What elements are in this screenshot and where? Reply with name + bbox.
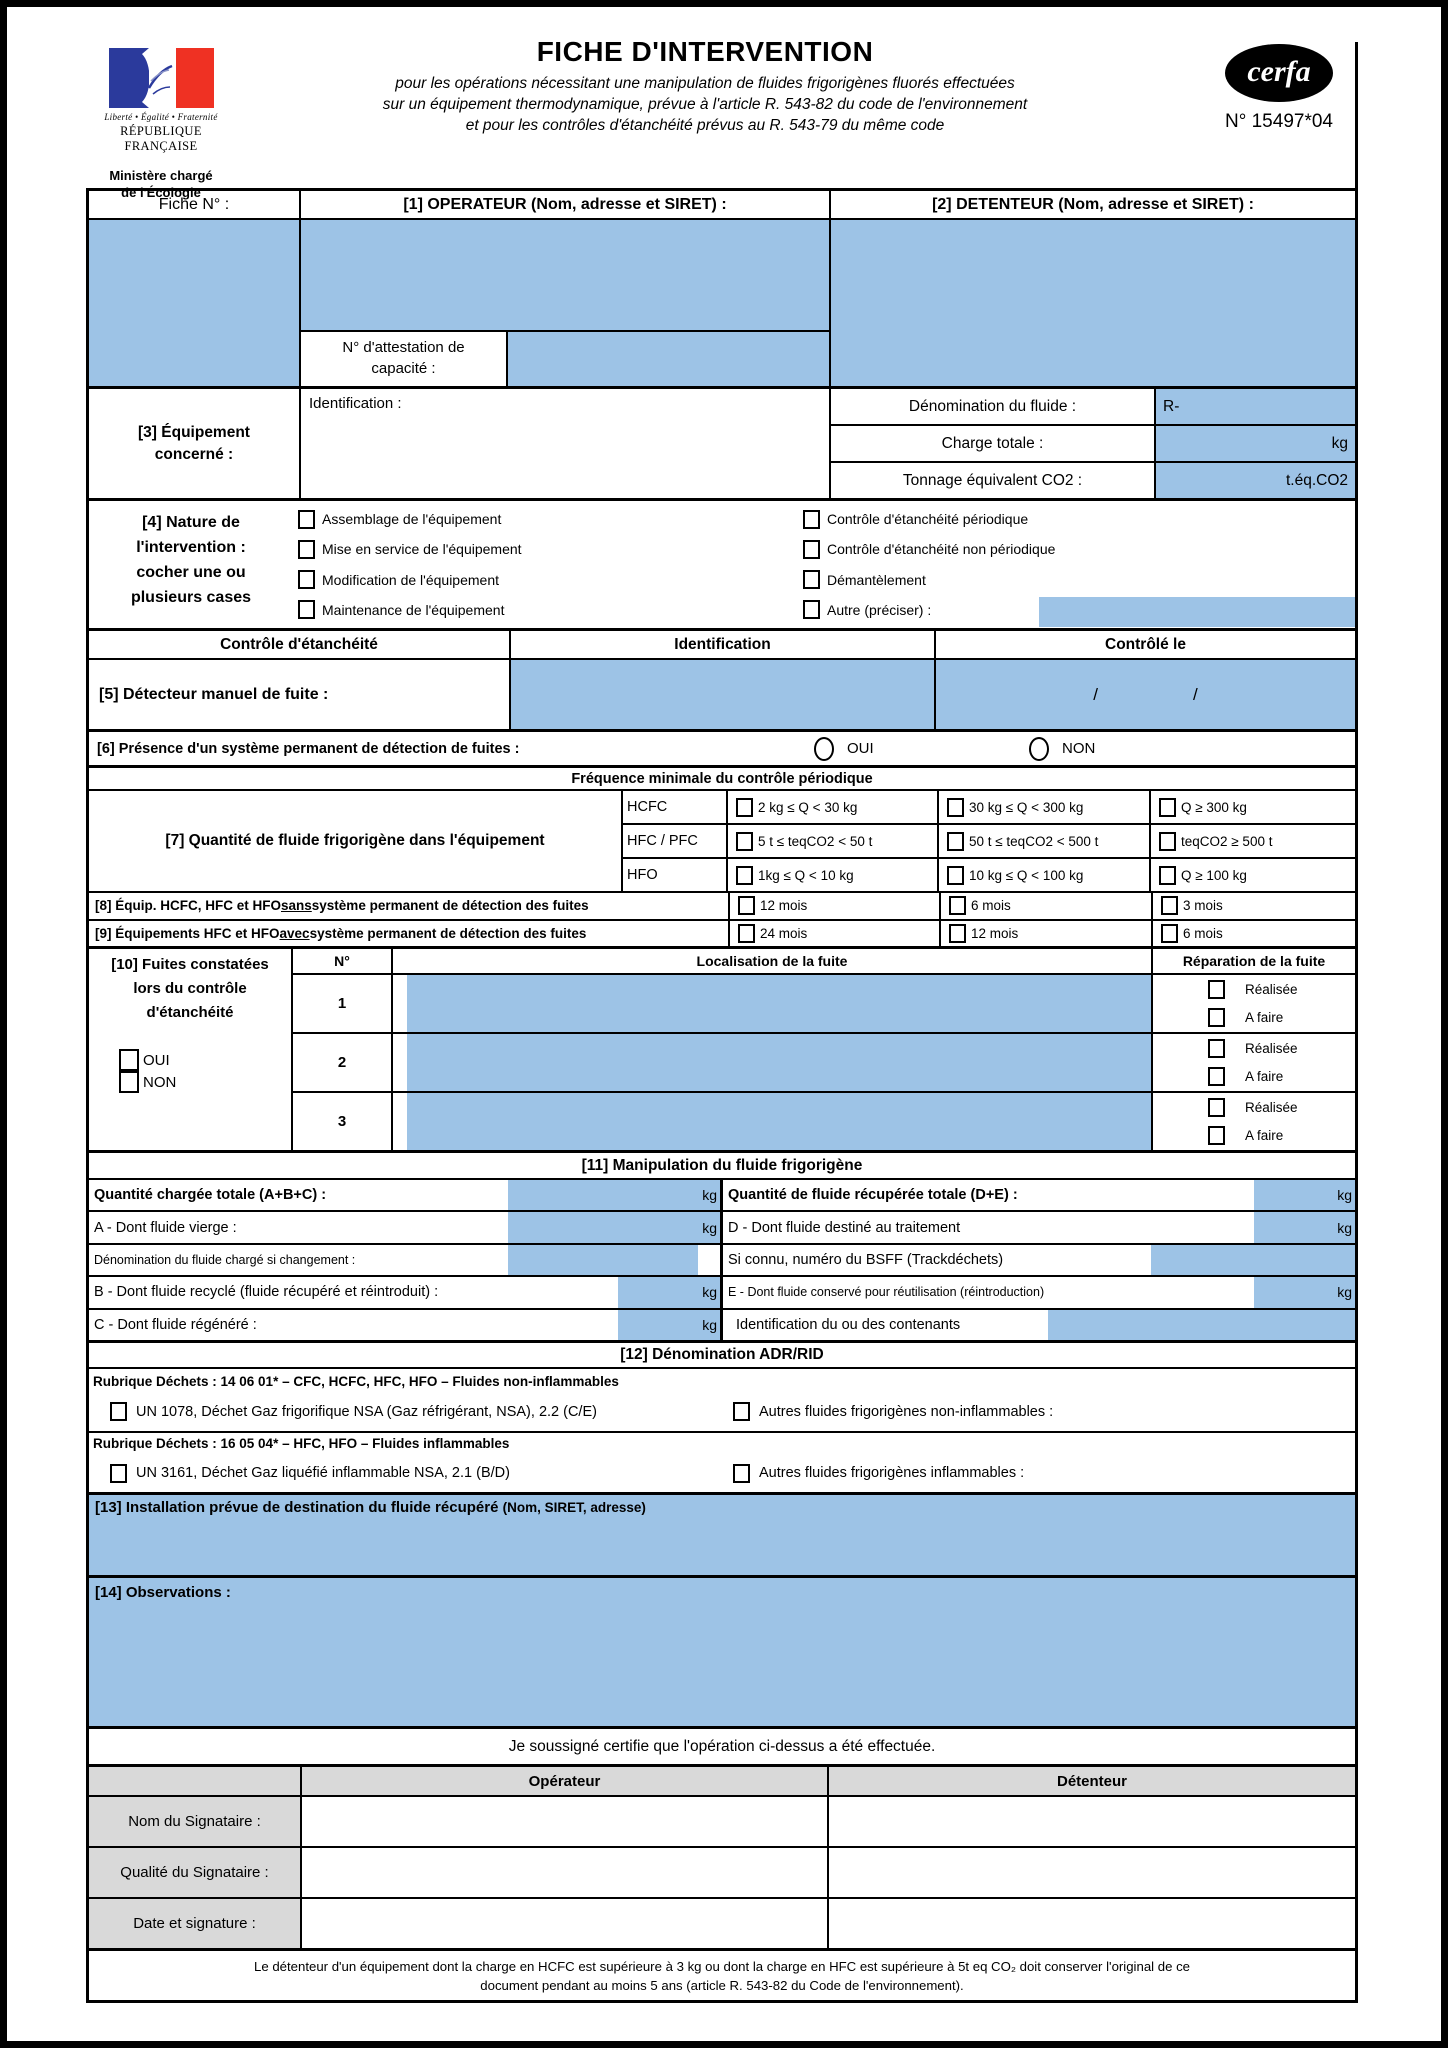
fuite-1-realisee-label: Réalisée: [1245, 981, 1298, 997]
avec-systeme-suffix: système permanent de détection des fuites: [309, 925, 587, 941]
identification-header: Identification: [511, 631, 936, 658]
kg-unit: kg: [1337, 1187, 1352, 1204]
hfo-opt2-label: 10 kg ≤ Q < 100 kg: [969, 867, 1084, 883]
qualite-detenteur-cell[interactable]: [829, 1848, 1355, 1897]
installation-label: [95, 1499, 1349, 1516]
detenteur-header: [2] DETENTEUR (Nom, adresse et SIRET) :: [932, 195, 1254, 213]
fuite-2-realisee-checkbox[interactable]: [1208, 1039, 1225, 1058]
controle-periodique-checkbox[interactable]: [803, 510, 820, 529]
fuite-reparation-header: Réparation de la fuite: [1182, 953, 1326, 969]
fuite-localisation-header: Localisation de la fuite: [393, 949, 1153, 973]
denomination-changement-label: Dénomination du fluide chargé si changement :: [94, 1253, 356, 1268]
subtitle-line2: sur un équipement thermodynamique, prévue à l'article R. 543-82 du code de l'environnement: [382, 96, 1028, 113]
sans-systeme-label: [89, 893, 730, 919]
fuite-3-realisee-checkbox[interactable]: [1208, 1098, 1225, 1117]
logo-republic: RÉPUBLIQUE FRANÇAISE: [120, 124, 202, 153]
hcfc-opt1-label: 2 kg ≤ Q < 30 kg: [758, 799, 858, 815]
kg-unit: kg: [702, 1219, 717, 1236]
installation-label-main: [13] Installation prévue de destination du fluide récupéré: [95, 1499, 499, 1516]
qualite-signataire-label: Qualité du Signataire :: [89, 1848, 302, 1897]
autres-non-inflammables-checkbox[interactable]: [733, 1402, 750, 1421]
maintenance-label: Maintenance de l'équipement: [322, 601, 505, 618]
detecteur-label: [5] Détecteur manuel de fuite :: [89, 660, 511, 729]
fuite-row-3: [293, 1091, 1355, 1150]
maintenance-checkbox[interactable]: [298, 600, 315, 619]
logo-motto: Liberté • Égalité • Fraternité: [104, 112, 218, 122]
hfo-label: HFO: [623, 859, 728, 891]
operateur-info-field[interactable]: [301, 220, 829, 330]
certification-statement: Je soussigné certifie que l'opération ci-dessus a été effectuée.: [89, 1726, 1355, 1764]
hfc-opt1-checkbox[interactable]: [736, 832, 753, 851]
hfo-opt3-checkbox[interactable]: [1159, 866, 1176, 885]
autre-preciser-field[interactable]: [1039, 597, 1355, 627]
fuite-3-afaire-checkbox[interactable]: [1208, 1126, 1225, 1145]
autres-inflammables-label: Autres fluides frigorigènes inflammables :: [759, 1465, 1025, 1482]
signature-operateur-header: Opérateur: [302, 1767, 829, 1795]
controle-date-field[interactable]: [936, 660, 1355, 729]
fluide-denomination-value: R-: [1163, 397, 1180, 415]
rubrique-non-inflammables-label: Rubrique Déchets : 14 06 01* – CFC, HCFC, HFC, HFO – Fluides non-inflammables: [93, 1373, 619, 1389]
systeme-oui-radio[interactable]: [814, 737, 834, 761]
hcfc-opt3-label: Q ≥ 300 kg: [1181, 799, 1247, 815]
attestation-number-field[interactable]: [508, 332, 829, 386]
fluide-conserve-field[interactable]: [1254, 1277, 1355, 1307]
adr-title: [12] Dénomination ADR/RID: [89, 1343, 1355, 1369]
sans-systeme-prefix: [8] Équip. HCFC, HFC et HFO: [95, 898, 281, 914]
section-systeme-permanent: [89, 729, 1355, 765]
fuites-label: [10] Fuites constatées lors du contrôle d'étanchéité: [111, 956, 269, 1021]
fuite-1-afaire-checkbox[interactable]: [1208, 1008, 1225, 1027]
kg-unit: kg: [1337, 1219, 1352, 1236]
observations-label: [14] Observations :: [95, 1584, 231, 1601]
equipement-label: [3] Équipement concerné :: [89, 389, 301, 498]
date-operateur-cell[interactable]: [302, 1899, 829, 1948]
charge-totale-unit: kg: [1331, 434, 1348, 452]
ministry-line2: de l'Écologie: [121, 185, 201, 200]
tonnage-co2-unit: t.éq.CO2: [1285, 471, 1348, 489]
controle-non-periodique-checkbox[interactable]: [803, 540, 820, 559]
subtitle-line1: pour les opérations nécessitant une manipulation de fluides frigorigènes fluorés effectuées: [395, 75, 1015, 92]
fuite-row-2: [293, 1032, 1355, 1091]
contenants-label: Identification du ou des contenants: [736, 1316, 961, 1333]
date-detenteur-cell[interactable]: [829, 1899, 1355, 1948]
footer-note: [89, 1948, 1355, 2000]
hcfc-opt2-label: 30 kg ≤ Q < 300 kg: [969, 799, 1084, 815]
french-republic-logo: [100, 48, 222, 201]
fuite-3-localisation-field[interactable]: [407, 1093, 1151, 1150]
controle-etancheite-header: Contrôle d'étanchéité: [89, 631, 511, 658]
subtitle-line3: et pour les contrôles d'étanchéité prévus au R. 543-79 du même code: [465, 117, 945, 134]
sans-6mois-checkbox[interactable]: [949, 896, 966, 915]
fuites-side-panel: [89, 949, 293, 1150]
manipulation-title: [11] Manipulation du fluide frigorigène: [89, 1153, 1355, 1180]
systeme-permanent-label: [6] Présence d'un système permanent de détection de fuites :: [97, 740, 520, 757]
bsff-label: Si connu, numéro du BSFF (Trackdéchets): [728, 1252, 1004, 1269]
fuite-num-header: N°: [293, 949, 393, 973]
section-nature-intervention: [89, 498, 1355, 628]
charge-totale-field[interactable]: [1154, 426, 1355, 461]
nature-label-line1: [4] Nature de: [142, 514, 240, 531]
tonnage-co2-label: Tonnage équivalent CO2 :: [902, 471, 1083, 489]
contenants-field[interactable]: [1048, 1310, 1355, 1340]
mise-en-service-checkbox[interactable]: [298, 540, 315, 559]
nature-label-line3: cocher une ou: [136, 564, 246, 581]
fluide-recycle-label: B - Dont fluide recyclé (fluide récupéré et réintroduit) :: [94, 1284, 439, 1301]
controle-periodique-label: Contrôle d'étanchéité périodique: [827, 511, 1029, 528]
form-header: [270, 36, 1140, 136]
fluide-regenere-field[interactable]: [618, 1310, 720, 1340]
quantite-recuperee-field[interactable]: [1254, 1180, 1355, 1210]
footer-line1: Le détenteur d'un équipement dont la charge en HCFC est supérieure à 3 kg ou dont la charge en HFC est supérieure à 5t eq CO₂ doit conserver l'original de ce: [253, 1958, 1191, 1974]
date-signature-label: Date et signature :: [89, 1899, 302, 1948]
un1078-checkbox[interactable]: [110, 1402, 127, 1421]
detenteur-info-field[interactable]: [831, 220, 1355, 386]
fluide-vierge-field[interactable]: [508, 1212, 720, 1242]
assemblage-checkbox[interactable]: [298, 510, 315, 529]
avec-systeme-prefix: [9] Équipements HFC et HFO: [95, 925, 280, 941]
hcfc-label: HCFC: [623, 791, 728, 823]
operateur-header: [1] OPERATEUR (Nom, adresse et SIRET) :: [301, 191, 831, 218]
nom-detenteur-cell[interactable]: [829, 1797, 1355, 1846]
qualite-operateur-cell[interactable]: [302, 1848, 829, 1897]
fluide-recycle-field[interactable]: [618, 1277, 720, 1307]
nom-signataire-label: Nom du Signataire :: [89, 1797, 302, 1846]
assemblage-label: Assemblage de l'équipement: [322, 511, 502, 528]
fluide-traitement-field[interactable]: [1254, 1212, 1355, 1242]
mise-en-service-label: Mise en service de l'équipement: [322, 541, 522, 558]
hfo-opt3-label: Q ≥ 100 kg: [1181, 867, 1247, 883]
kg-unit: kg: [702, 1187, 717, 1204]
fuite-2-localisation-field[interactable]: [407, 1034, 1151, 1091]
rubrique-inflammables-label: Rubrique Déchets : 16 05 04* – HFC, HFO – Fluides inflammables: [89, 1431, 1355, 1455]
detecteur-identification-field[interactable]: [511, 660, 936, 729]
fuite-1-number: 1: [293, 975, 393, 1032]
signature-row-qualite: [89, 1846, 1355, 1897]
autre-label: Autre (préciser) :: [827, 601, 932, 618]
fuites-oui-checkbox[interactable]: [119, 1049, 139, 1071]
fuite-2-realisee-label: Réalisée: [1245, 1040, 1298, 1056]
un1078-label: UN 1078, Déchet Gaz frigorifique NSA (Gaz réfrigérant, NSA), 2.2 (C/E): [136, 1403, 597, 1420]
hfc-opt3-label: teqCO2 ≥ 500 t: [1181, 833, 1273, 849]
avec-24mois-label: 24 mois: [760, 925, 808, 941]
kg-unit: kg: [702, 1316, 717, 1333]
nature-label-line2: l'intervention :: [136, 539, 246, 556]
fuite-3-realisee-label: Réalisée: [1245, 1099, 1298, 1115]
quantite-chargee-label: Quantité chargée totale (A+B+C) :: [94, 1187, 327, 1204]
fuite-1-localisation-field[interactable]: [407, 975, 1151, 1032]
observations-field[interactable]: [89, 1575, 1355, 1726]
frequence-title: Fréquence minimale du contrôle périodique: [89, 768, 1355, 791]
fuites-oui-label: OUI: [143, 1051, 170, 1069]
fuite-2-afaire-label: A faire: [1245, 1069, 1284, 1085]
sans-6mois-label: 6 mois: [971, 898, 1011, 914]
charge-totale-label: Charge totale :: [941, 434, 1044, 452]
form-body: [86, 188, 1358, 2003]
fluide-vierge-label: A - Dont fluide vierge :: [94, 1219, 237, 1236]
avec-6mois-label: 6 mois: [1183, 925, 1223, 941]
row-avec-systeme: [89, 919, 1355, 947]
date-slash-1: /: [1093, 684, 1098, 704]
avec-12mois-checkbox[interactable]: [949, 924, 966, 943]
cerfa-brand: cerfa: [1247, 54, 1311, 88]
signature-row-nom: [89, 1797, 1355, 1846]
autre-checkbox[interactable]: [803, 600, 820, 619]
section-manipulation: [89, 1150, 1355, 1340]
signature-row-date: [89, 1897, 1355, 1948]
fluide-conserve-label: E - Dont fluide conservé pour réutilisation (réintroduction): [728, 1285, 1045, 1300]
cerfa-block: [1218, 44, 1340, 133]
avec-systeme-label: [89, 921, 730, 947]
attestation-label: N° d'attestation de capacité :: [301, 332, 508, 386]
page-subtitle: [270, 73, 1140, 136]
autres-non-inflammables-label: Autres fluides frigorigènes non-inflammables :: [759, 1403, 1054, 1420]
sans-systeme-underlined: sans: [281, 898, 312, 914]
systeme-non-label: NON: [1062, 740, 1096, 757]
fuite-1-realisee-checkbox[interactable]: [1208, 980, 1225, 999]
section-signatures: [89, 1764, 1355, 1948]
nature-label-line4: plusieurs cases: [130, 589, 252, 606]
avec-6mois-checkbox[interactable]: [1161, 924, 1178, 943]
sans-systeme-suffix: système permanent de détection des fuites: [311, 898, 589, 914]
kg-unit: kg: [1337, 1284, 1352, 1301]
fuite-3-number: 3: [293, 1093, 393, 1150]
controle-le-header: Contrôlé le: [1105, 635, 1186, 653]
fiche-number-field[interactable]: [89, 220, 301, 386]
identification-label: Identification :: [309, 395, 402, 412]
fuite-3-afaire-label: A faire: [1245, 1128, 1284, 1144]
modification-checkbox[interactable]: [298, 570, 315, 589]
avec-systeme-underlined: avec: [279, 925, 310, 941]
signature-detenteur-header: Détenteur: [829, 1767, 1355, 1795]
quantite-chargee-field[interactable]: [508, 1180, 720, 1210]
bsff-field[interactable]: [1151, 1245, 1355, 1275]
fluide-denomination-label: Dénomination du fluide :: [908, 397, 1077, 415]
fluide-denomination-field[interactable]: [1154, 389, 1355, 424]
fiche-number-label: Fiche N° :: [89, 191, 301, 218]
hfc-opt1-label: 5 t ≤ teqCO2 < 50 t: [758, 833, 873, 849]
installation-destination-field[interactable]: [89, 1492, 1355, 1575]
modification-label: Modification de l'équipement: [322, 571, 500, 588]
sans-12mois-checkbox[interactable]: [738, 896, 755, 915]
signature-corner-cell: [89, 1767, 302, 1795]
section-controle-etancheite: [89, 628, 1355, 729]
cerfa-number: N° 15497*04: [1225, 111, 1333, 132]
autres-inflammables-checkbox[interactable]: [733, 1464, 750, 1483]
controle-non-periodique-label: Contrôle d'étanchéité non périodique: [827, 541, 1056, 558]
date-slash-2: /: [1193, 684, 1198, 704]
quantite-recuperee-label: Quantité de fluide récupérée totale (D+E) :: [728, 1187, 1018, 1204]
sans-3mois-checkbox[interactable]: [1161, 896, 1178, 915]
un3161-checkbox[interactable]: [110, 1464, 127, 1483]
hfc-pfc-label: HFC / PFC: [623, 825, 728, 857]
sans-3mois-label: 3 mois: [1183, 898, 1223, 914]
cerfa-logo: [1225, 44, 1333, 102]
un3161-label: UN 3161, Déchet Gaz liquéfié inflammable NSA, 2.1 (B/D): [136, 1465, 510, 1482]
sans-12mois-label: 12 mois: [760, 898, 808, 914]
installation-label-detail: (Nom, SIRET, adresse): [502, 1500, 646, 1515]
hfc-opt3-checkbox[interactable]: [1159, 832, 1176, 851]
demantelement-checkbox[interactable]: [803, 570, 820, 589]
section-identite: [89, 191, 1355, 386]
nature-label: [89, 501, 293, 628]
denomination-changement-field[interactable]: [508, 1245, 698, 1275]
kg-unit: kg: [702, 1284, 717, 1301]
section-frequence-controle: [89, 765, 1355, 946]
equipement-identification-field[interactable]: [301, 389, 831, 498]
header-divider-line: [1355, 42, 1358, 188]
fluide-traitement-label: D - Dont fluide destiné au traitement: [728, 1219, 961, 1236]
hfo-opt1-label: 1kg ≤ Q < 10 kg: [758, 867, 854, 883]
row-sans-systeme: [89, 891, 1355, 919]
systeme-oui-label: OUI: [847, 740, 874, 757]
french-flag-marianne-icon: [109, 48, 214, 108]
avec-24mois-checkbox[interactable]: [738, 924, 755, 943]
fuites-non-label: NON: [143, 1073, 177, 1091]
nom-operateur-cell[interactable]: [302, 1797, 829, 1846]
hfo-opt2-checkbox[interactable]: [947, 866, 964, 885]
quantite-fluide-label: [7] Quantité de fluide frigorigène dans l'équipement: [89, 791, 623, 891]
ministry-line1: Ministère chargé: [109, 168, 213, 183]
section-fuites: [89, 946, 1355, 1150]
fuite-2-afaire-checkbox[interactable]: [1208, 1067, 1225, 1086]
hfc-opt2-label: 50 t ≤ teqCO2 < 500 t: [969, 833, 1099, 849]
fluide-regenere-label: C - Dont fluide régénéré :: [94, 1316, 257, 1333]
fuite-row-1: [293, 975, 1355, 1032]
page-title: FICHE D'INTERVENTION: [536, 36, 874, 67]
hfo-opt1-checkbox[interactable]: [736, 866, 753, 885]
avec-12mois-label: 12 mois: [971, 925, 1019, 941]
hcfc-opt2-checkbox[interactable]: [947, 798, 964, 817]
section-adr-rid: [89, 1340, 1355, 1492]
hcfc-opt3-checkbox[interactable]: [1159, 798, 1176, 817]
hfc-opt2-checkbox[interactable]: [947, 832, 964, 851]
fuite-1-afaire-label: A faire: [1245, 1010, 1284, 1026]
tonnage-co2-field[interactable]: [1154, 463, 1355, 498]
footer-line2: document pendant au moins 5 ans (article R. 543-82 du Code de l'environnement).: [480, 1977, 964, 1993]
systeme-non-radio[interactable]: [1029, 737, 1049, 761]
fuites-non-checkbox[interactable]: [119, 1071, 139, 1093]
demantelement-label: Démantèlement: [827, 571, 926, 588]
section-equipement: [89, 386, 1355, 498]
hcfc-opt1-checkbox[interactable]: [736, 798, 753, 817]
fuite-2-number: 2: [293, 1034, 393, 1091]
